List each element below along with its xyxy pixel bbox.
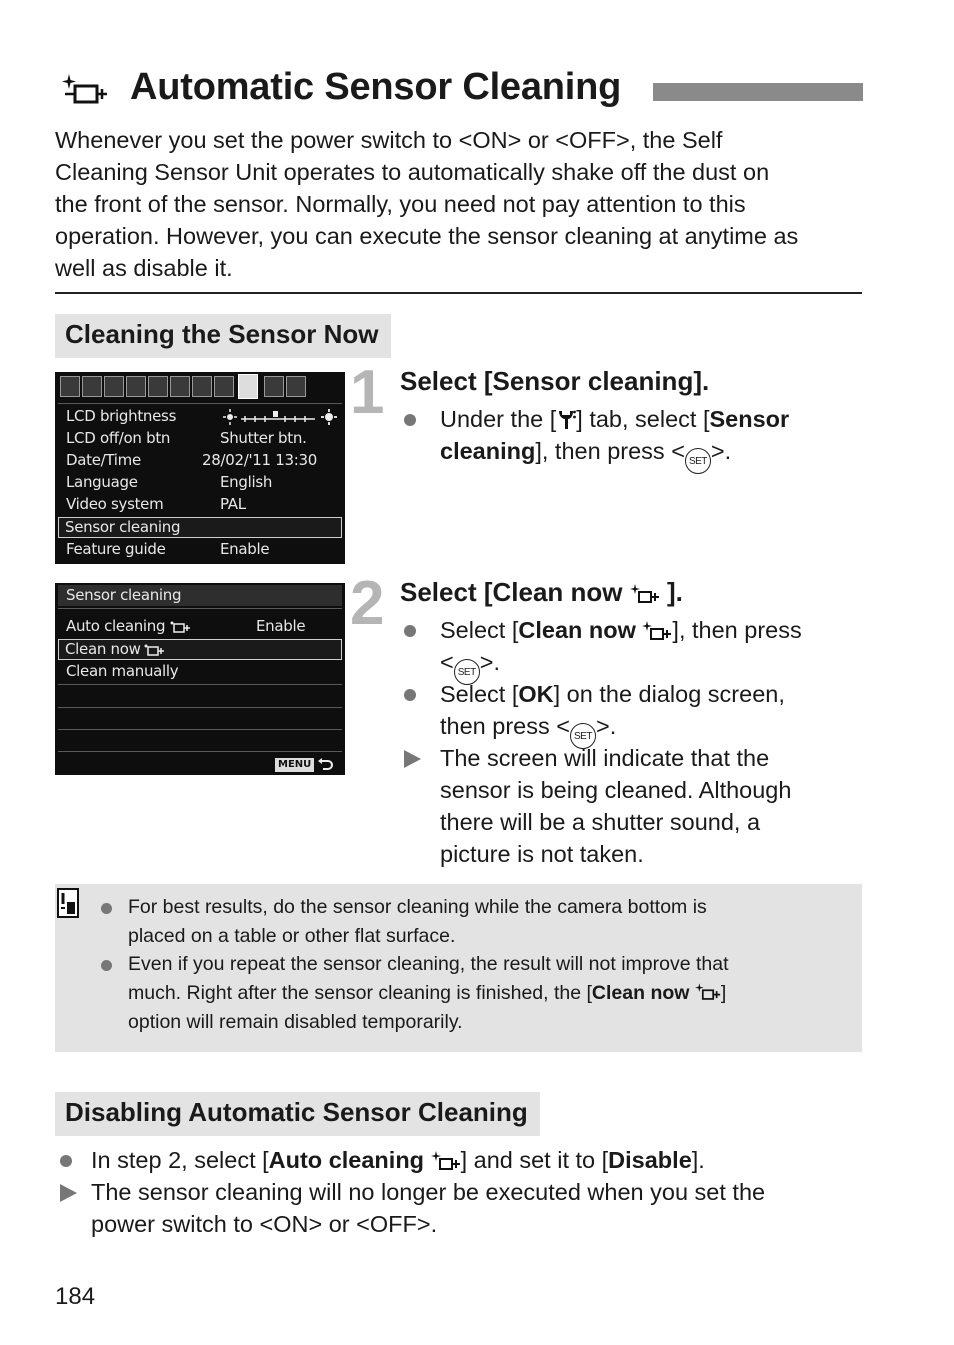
bullet-dot <box>101 960 112 971</box>
menu-row-lcd-brightness <box>58 406 342 427</box>
menu-row-video-system <box>58 494 342 515</box>
intro-paragraph <box>55 124 865 284</box>
menu-button-label: MENU <box>275 758 314 772</box>
bullet-dot <box>404 414 416 426</box>
menu-row-clean-now-selected <box>58 639 342 660</box>
sensor-cleaning-icon <box>169 620 191 634</box>
page-title-row <box>55 62 863 112</box>
menu-tab <box>286 376 306 397</box>
text-run: Select [Clean now <box>400 577 623 607</box>
menu-separator <box>58 608 342 609</box>
section-heading-disabling: Disabling Automatic Sensor Cleaning <box>55 1092 540 1136</box>
bullet-dot <box>404 625 416 637</box>
text-run-bold: Clean now <box>518 617 636 643</box>
set-button-icon: SET <box>570 723 596 749</box>
menu-tab <box>214 376 234 397</box>
bullet-text <box>128 950 729 1037</box>
text-run: much. Right after the sensor cleaning is finished, the [ <box>128 982 592 1004</box>
bullet-line <box>440 435 789 474</box>
menu-tab <box>126 376 146 397</box>
sensor-cleaning-icon <box>630 583 660 605</box>
menu-separator <box>58 403 342 404</box>
bullet-line: placed on a table or other flat surface. <box>128 925 456 947</box>
set-button-icon: SET <box>454 659 480 685</box>
menu-row-label: Video system <box>66 495 164 513</box>
menu-tab <box>60 376 80 397</box>
menu-separator <box>58 707 342 708</box>
return-arrow-icon <box>317 758 333 772</box>
menu-row-value: Shutter btn. <box>220 429 307 447</box>
menu-row-clean-manually <box>58 661 342 682</box>
camera-screen-sensor-cleaning <box>55 583 345 775</box>
sensor-cleaning-icon <box>143 643 165 657</box>
menu-separator <box>58 751 342 752</box>
bullet-text <box>440 678 785 749</box>
bullet-line <box>440 614 802 646</box>
intro-line: well as disable it. <box>55 255 233 281</box>
text-run-bold: cleaning <box>440 438 536 464</box>
menu-row-sensor-cleaning-selected <box>58 517 342 538</box>
bullet-dot <box>404 689 416 701</box>
text-run: Select [ <box>440 681 519 707</box>
menu-row-value: Enable <box>220 540 270 558</box>
note-box <box>55 884 862 1052</box>
bullet-line: The screen will indicate that the <box>440 745 770 771</box>
menu-row-label: Date/Time <box>66 451 141 469</box>
menu-row-value: Enable <box>256 617 306 635</box>
text-run: ] and set it to [ <box>460 1147 609 1173</box>
section-divider <box>55 292 862 294</box>
bullet-text <box>440 614 802 685</box>
text-run-bold: OK <box>518 681 554 707</box>
sensor-cleaning-icon <box>642 620 672 642</box>
text-run: >. <box>479 649 500 675</box>
menu-row-label: Clean now <box>65 640 141 658</box>
bullet-text <box>128 893 707 951</box>
section-heading-cleaning-now: Cleaning the Sensor Now <box>55 314 391 358</box>
bullet-line: option will remain disabled temporarily. <box>128 1011 463 1033</box>
bullet-line: there will be a shutter sound, a <box>440 809 761 835</box>
wrench-tab-icon <box>556 408 576 430</box>
text-run: ], then press < <box>535 438 685 464</box>
menu-tab <box>82 376 102 397</box>
sensor-cleaning-icon <box>431 1150 461 1172</box>
menu-row-label: LCD off/on btn <box>66 429 171 447</box>
menu-row-label: Clean manually <box>66 662 179 680</box>
bullet-text <box>91 1144 705 1176</box>
intro-line: the front of the sensor. Normally, you need not pay attention to this <box>55 191 746 217</box>
bullet-line: sensor is being cleaned. Although <box>440 777 792 803</box>
menu-tab-setup-active <box>238 374 258 399</box>
submenu-header-label: Sensor cleaning <box>66 586 182 604</box>
bullet-text <box>91 1176 765 1240</box>
bullet-text <box>440 742 791 870</box>
bullet-dot <box>101 903 112 914</box>
bullet-line: The sensor cleaning will no longer be executed when you set the <box>91 1179 766 1205</box>
step-number: 2 <box>350 569 385 638</box>
text-run: Under the [ <box>440 406 557 432</box>
text-run: < <box>440 649 454 675</box>
menu-row-language <box>58 472 342 493</box>
bullet-dot <box>60 1155 72 1167</box>
set-button-icon: SET <box>685 448 711 474</box>
step-title <box>400 577 683 608</box>
menu-separator <box>58 729 342 730</box>
sensor-cleaning-icon <box>695 982 721 1002</box>
text-run: >. <box>595 713 617 739</box>
text-run: Select [ <box>440 617 519 643</box>
text-run: ], then press <box>672 617 802 643</box>
intro-line: Cleaning Sensor Unit operates to automatically shake off the dust on <box>55 159 770 185</box>
bullet-line: picture is not taken. <box>440 841 644 867</box>
text-run-bold: Disable <box>608 1147 692 1173</box>
text-run: In step 2, select [ <box>91 1147 269 1173</box>
text-run: ] on the dialog screen, <box>553 681 785 707</box>
menu-separator <box>58 684 342 685</box>
menu-row-value: PAL <box>220 495 246 513</box>
text-run: ]. <box>666 577 683 607</box>
submenu-header <box>58 585 342 606</box>
menu-row-label: Auto cleaning <box>66 617 166 635</box>
bullet-line: Even if you repeat the sensor cleaning, the result will not improve that <box>128 953 729 975</box>
menu-row-lcd-off-on <box>58 428 342 449</box>
memo-icon <box>57 888 79 918</box>
bullet-line <box>128 979 729 1008</box>
page-number: 184 <box>55 1283 96 1310</box>
bullet-line <box>440 403 789 435</box>
camera-screen-setup-menu <box>55 372 345 564</box>
menu-tab <box>192 376 212 397</box>
menu-tab <box>148 376 168 397</box>
step-title: Select [Sensor cleaning]. <box>400 366 710 396</box>
text-run-bold: Clean now <box>591 982 690 1004</box>
text-run: ] tab, select [ <box>576 406 710 432</box>
text-run: >. <box>710 438 732 464</box>
text-run-bold: Sensor <box>709 406 790 432</box>
title-decorative-bar <box>653 83 863 101</box>
bullet-line: For best results, do the sensor cleaning while the camera bottom is <box>128 896 707 918</box>
text-run-bold: Auto cleaning <box>268 1147 425 1173</box>
menu-row-feature-guide <box>58 539 342 560</box>
intro-line: operation. However, you can execute the sensor cleaning at anytime as <box>55 223 799 249</box>
step-number: 1 <box>350 358 385 427</box>
menu-tab <box>264 376 284 397</box>
menu-row-label: Sensor cleaning <box>65 518 181 536</box>
menu-row-value: 28/02/'11 13:30 <box>202 451 317 469</box>
menu-row-label: LCD brightness <box>66 407 177 425</box>
text-run: ]. <box>691 1147 705 1173</box>
menu-row-label: Language <box>66 473 138 491</box>
result-arrow <box>404 750 421 768</box>
menu-tab <box>104 376 124 397</box>
menu-row-label: Feature guide <box>66 540 166 558</box>
sensor-cleaning-icon <box>59 72 111 108</box>
menu-row-date-time <box>58 450 342 471</box>
bullet-line <box>440 678 785 710</box>
menu-row-value: English <box>220 473 273 491</box>
menu-row-auto-cleaning <box>58 616 342 637</box>
bullet-line: power switch to <ON> or <OFF>. <box>91 1211 438 1237</box>
bullet-text <box>440 403 789 474</box>
menu-tab <box>170 376 190 397</box>
page-title: Automatic Sensor Cleaning <box>130 66 622 108</box>
text-run: ] <box>720 982 727 1004</box>
intro-line: Whenever you set the power switch to <ON> or <OFF>, the Self <box>55 127 723 153</box>
brightness-scale-icon <box>223 409 341 425</box>
text-run: then press < <box>440 713 570 739</box>
result-arrow <box>60 1184 77 1202</box>
